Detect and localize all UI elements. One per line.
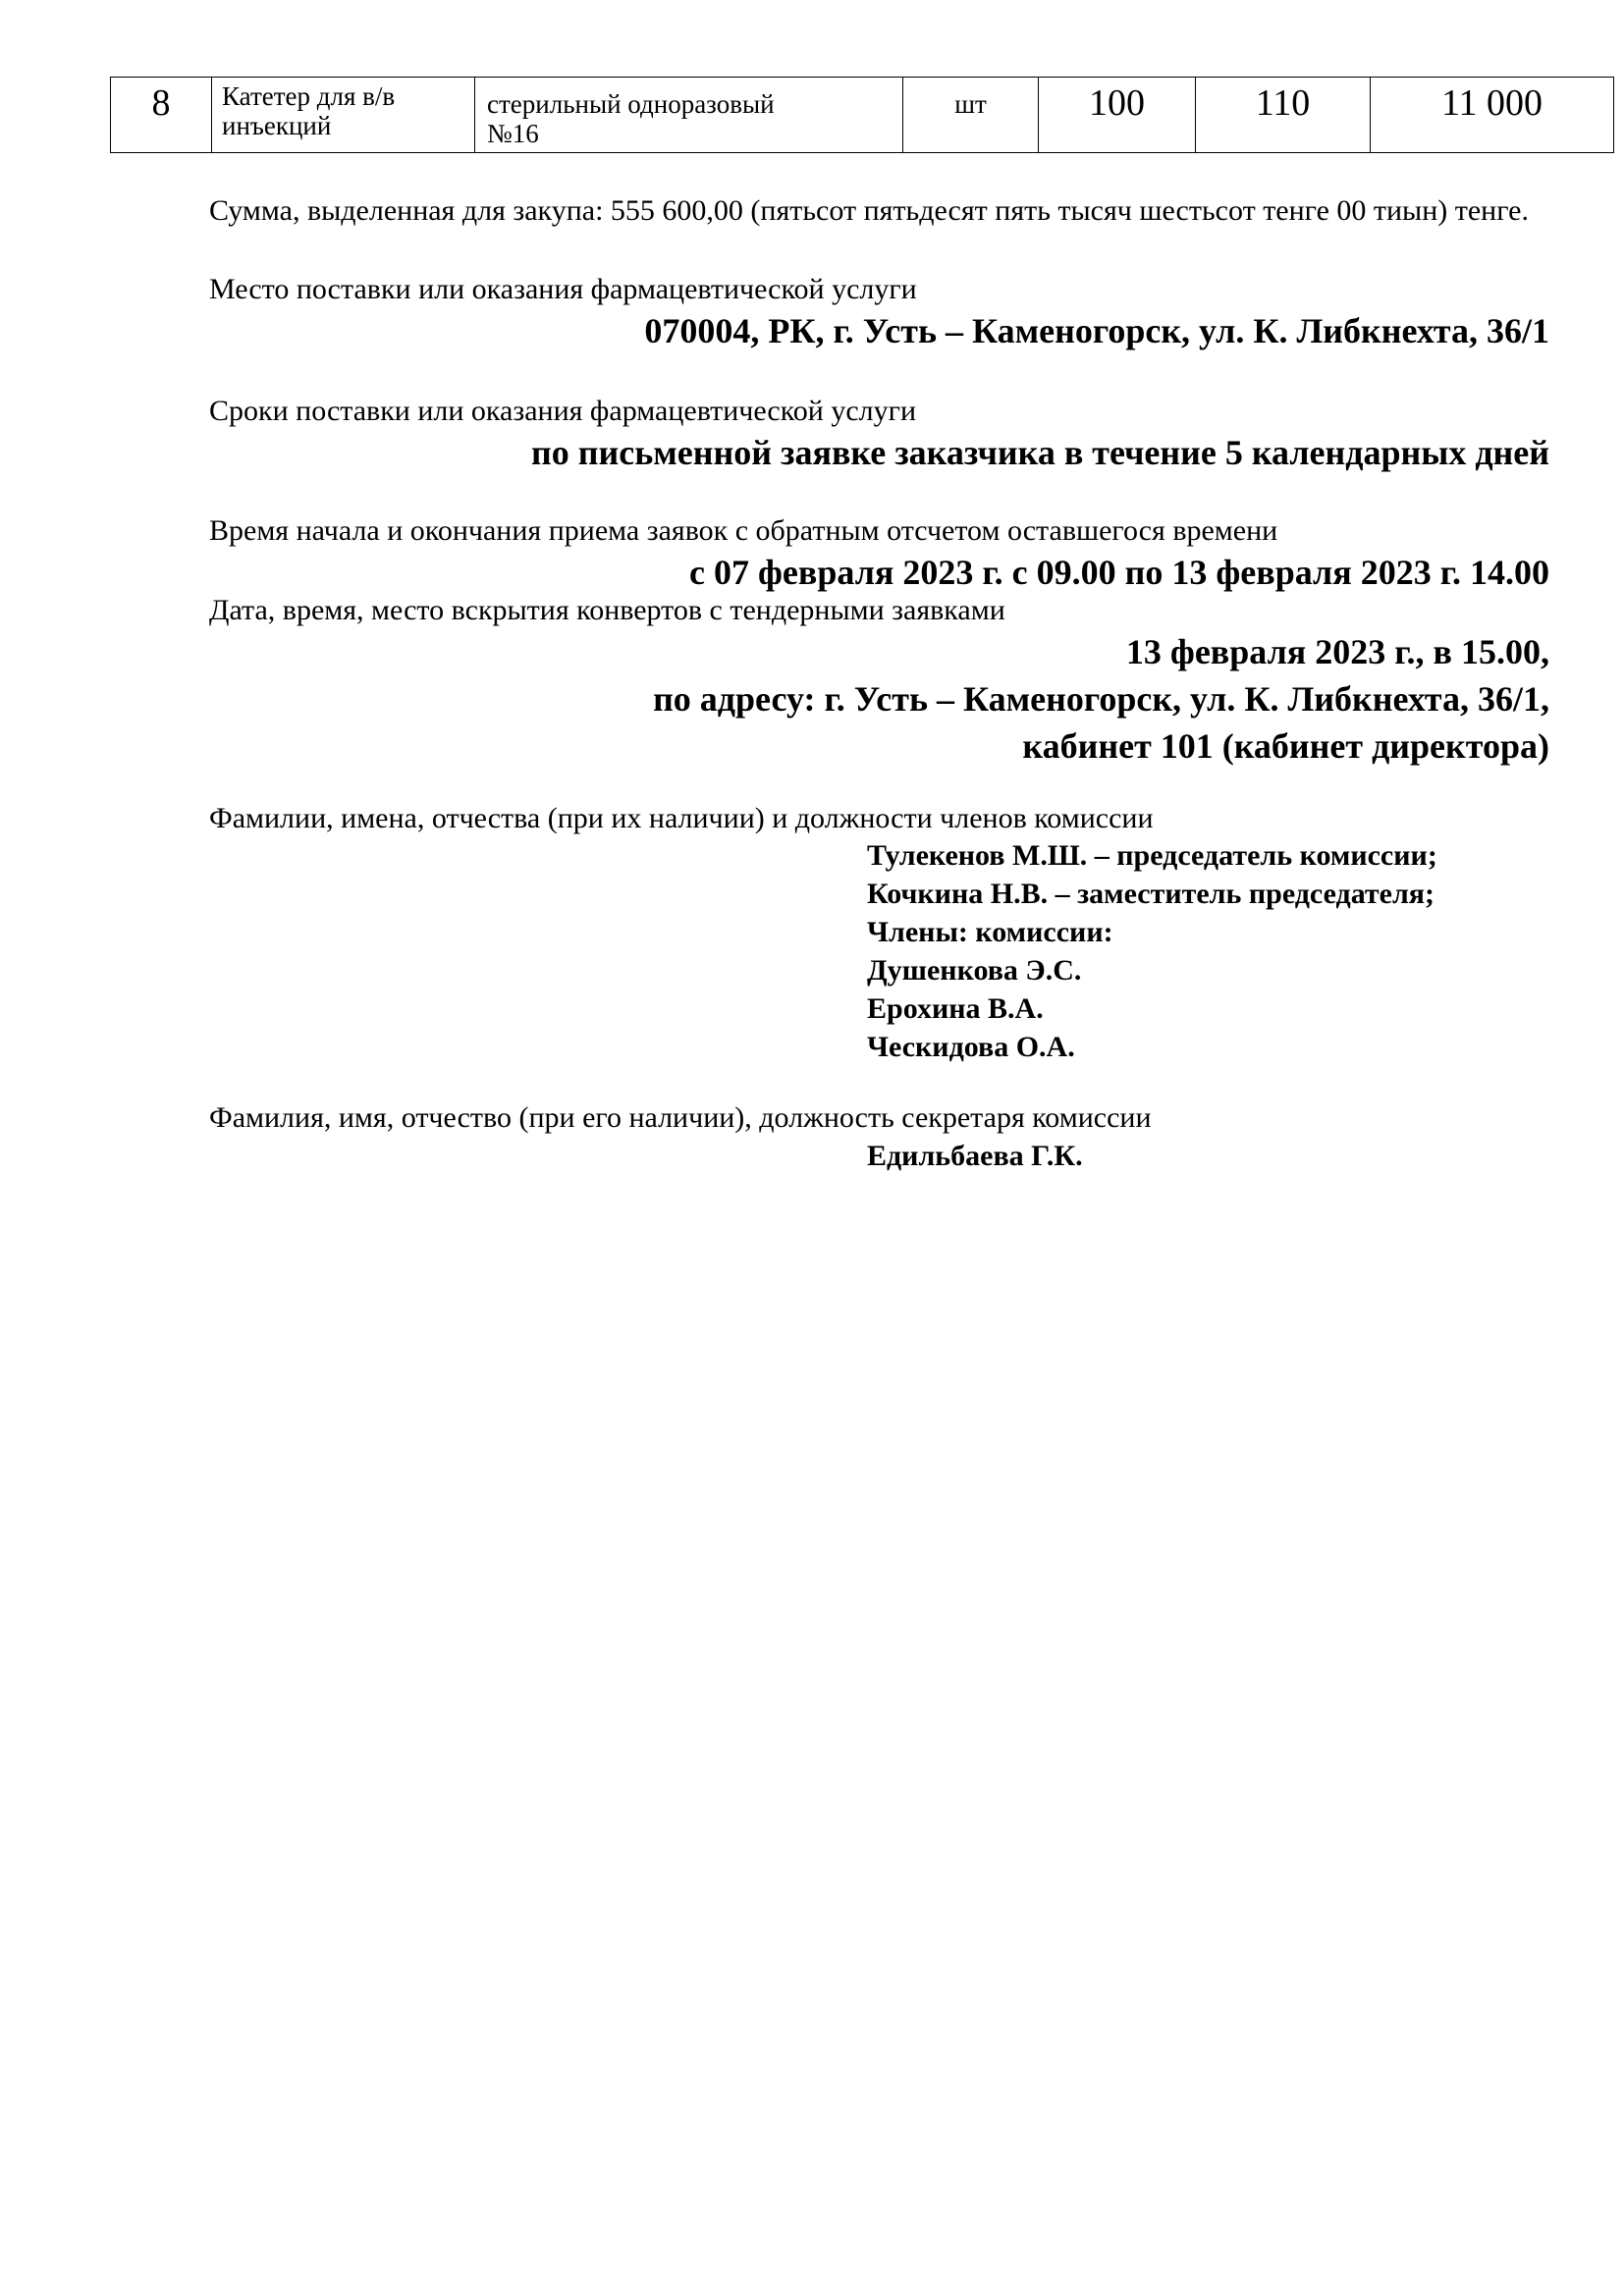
item-description <box>475 78 903 153</box>
item-price: 110 <box>1196 78 1371 153</box>
secretary-section <box>110 1099 1549 1136</box>
commission-member: Кочкина Н.В. – заместитель председателя; <box>867 878 1435 910</box>
commission-member: Ческидова О.А. <box>867 1031 1075 1063</box>
commission-member: Тулекенов М.Ш. – председатель комиссии; <box>867 839 1437 872</box>
opening-date: 13 февраля 2023 г., в 15.00, <box>1125 632 1549 671</box>
item-description-line1: стерильный одноразовый <box>487 89 775 119</box>
commission-member: Ерохина В.А. <box>867 992 1044 1025</box>
row-number: 8 <box>111 78 212 153</box>
sum-paragraph <box>110 192 1549 229</box>
item-quantity: 100 <box>1039 78 1196 153</box>
opening-room: кабинет 101 (кабинет директора) <box>1022 726 1549 766</box>
secretary-name: Едильбаева Г.К. <box>867 1140 1083 1172</box>
application-time-value: с 07 февраля 2023 г. с 09.00 по 13 февраля 2023 г. 14.00 <box>689 553 1549 592</box>
sum-text: Сумма, выделенная для закупа: 555 600,00 (пятьсот пятьдесят пять тысяч шестьсот тенге 00 тиын) тенге. <box>209 194 1529 227</box>
commission-members <box>867 836 1437 1066</box>
opening-section <box>110 592 1549 770</box>
delivery-place-label: Место поставки или оказания фармацевтической услуги <box>209 273 917 305</box>
item-description-line2: №16 <box>487 119 539 148</box>
opening-address: по адресу: г. Усть – Каменогорск, ул. К. Либкнехта, 36/1, <box>653 679 1549 719</box>
opening-label: Дата, время, место вскрытия конвертов с тендерными заявками <box>209 594 1005 626</box>
delivery-place-section <box>110 271 1549 354</box>
delivery-place-value: 070004, РК, г. Усть – Каменогорск, ул. К. Либкнехта, 36/1 <box>644 311 1549 350</box>
application-time-section <box>110 512 1549 596</box>
delivery-terms-section <box>110 393 1549 476</box>
delivery-terms-value: по письменной заявке заказчика в течение 5 календарных дней <box>531 433 1549 472</box>
commission-member: Душенкова Э.С. <box>867 954 1082 987</box>
commission-section <box>110 800 1549 836</box>
table-row <box>111 78 1614 153</box>
items-table <box>110 77 1614 153</box>
commission-member: Члены: комиссии: <box>867 916 1113 948</box>
secretary-label: Фамилия, имя, отчество (при его наличии), должность секретаря комиссии <box>209 1101 1152 1134</box>
item-total: 11 000 <box>1371 78 1614 153</box>
application-time-label: Время начала и окончания приема заявок с обратным отсчетом оставшегося времени <box>209 514 1278 547</box>
item-name: Катетер для в/в инъекций <box>212 78 475 153</box>
item-unit: шт <box>903 78 1039 153</box>
commission-label: Фамилии, имена, отчества (при их наличии) и должности членов комиссии <box>209 802 1154 834</box>
delivery-terms-label: Сроки поставки или оказания фармацевтической услуги <box>209 395 916 427</box>
